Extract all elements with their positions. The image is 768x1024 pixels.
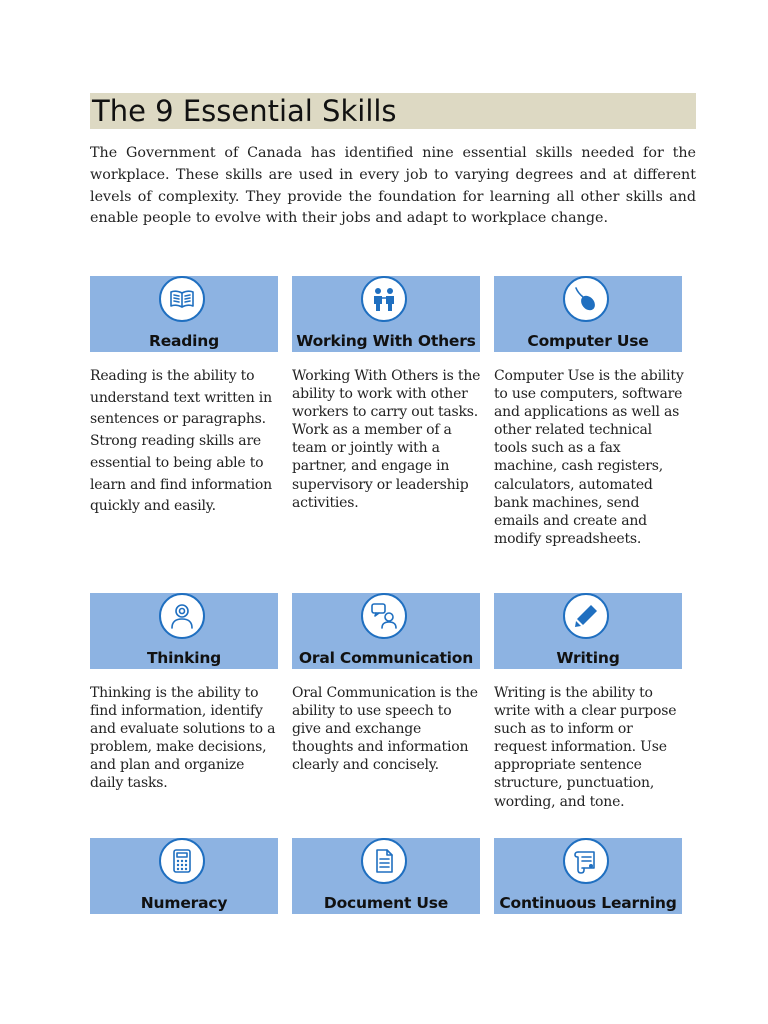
skill-tile-numeracy xyxy=(90,838,278,914)
skill-tile-writing xyxy=(494,593,682,669)
icon-circle xyxy=(159,276,205,322)
skill-description-thinking: Thinking is the ability to find information, identify and evaluate solutions to a problem, make decisions, and plan and organize daily tasks. xyxy=(90,685,276,792)
skill-description-oral-communication: Oral Communication is the ability to use speech to give and exchange thoughts and information clearly and concisely. xyxy=(292,685,478,774)
skill-description-computer-use: Computer Use is the ability to use computers, software and applications as well as other related technical tools such as a fax machine, cash registers, calculators, automated bank machines, send emails and create and modify spreadsheets. xyxy=(494,368,684,547)
skill-description-reading: Reading is the ability to understand text written in sentences or paragraphs. Strong reading skills are essential to being able to learn and find information quickly and easily. xyxy=(90,368,272,515)
icon-circle xyxy=(159,593,205,639)
icon-circle xyxy=(361,838,407,884)
skill-label: Document Use xyxy=(323,894,449,912)
skill-label: Numeracy xyxy=(140,894,228,912)
icon-circle xyxy=(563,838,609,884)
open-book-icon xyxy=(168,285,196,313)
skill-tile-computer-use xyxy=(494,276,682,352)
skill-tile-oral-communication xyxy=(292,593,480,669)
computer-mouse-icon xyxy=(572,285,600,313)
skill-label: Continuous Learning xyxy=(499,894,677,912)
two-people-icon xyxy=(370,285,398,313)
skill-label: Computer Use xyxy=(527,332,649,350)
speech-bubble-person-icon xyxy=(370,602,398,630)
diploma-scroll-icon xyxy=(572,847,600,875)
skill-label: Reading xyxy=(148,332,220,350)
skill-label: Writing xyxy=(556,649,620,667)
skill-label: Working With Others xyxy=(296,332,476,350)
skill-tile-reading xyxy=(90,276,278,352)
thinking-head-icon xyxy=(168,602,196,630)
skill-label: Oral Communication xyxy=(298,649,474,667)
skill-tile-continuous-learning xyxy=(494,838,682,914)
document-icon xyxy=(370,847,398,875)
calculator-icon xyxy=(168,847,196,875)
icon-circle xyxy=(563,276,609,322)
icon-circle xyxy=(159,838,205,884)
icon-circle xyxy=(361,276,407,322)
icon-circle xyxy=(361,593,407,639)
skill-tile-document-use xyxy=(292,838,480,914)
page-title: The 9 Essential Skills xyxy=(92,94,397,128)
skill-label: Thinking xyxy=(146,649,222,667)
pencil-icon xyxy=(572,602,600,630)
icon-circle xyxy=(563,593,609,639)
skill-tile-working-with-others xyxy=(292,276,480,352)
skill-tile-thinking xyxy=(90,593,278,669)
skill-description-working-with-others: Working With Others is the ability to work with other workers to carry out tasks. Work as a member of a team or jointly with a partner, and engage in supervisory or leadership activities. xyxy=(292,368,481,511)
title-bar xyxy=(90,93,696,129)
skill-description-writing: Writing is the ability to write with a clear purpose such as to inform or request information. Use appropriate sentence structure, punctuation, wording, and tone. xyxy=(494,685,677,810)
intro-paragraph: The Government of Canada has identified nine essential skills needed for the workplace. These skills are used in every job to varying degrees and at different levels of complexity. They provide the foundation for learning all other skills and enable people to evolve with their jobs and adapt to workplace change. xyxy=(90,145,696,227)
